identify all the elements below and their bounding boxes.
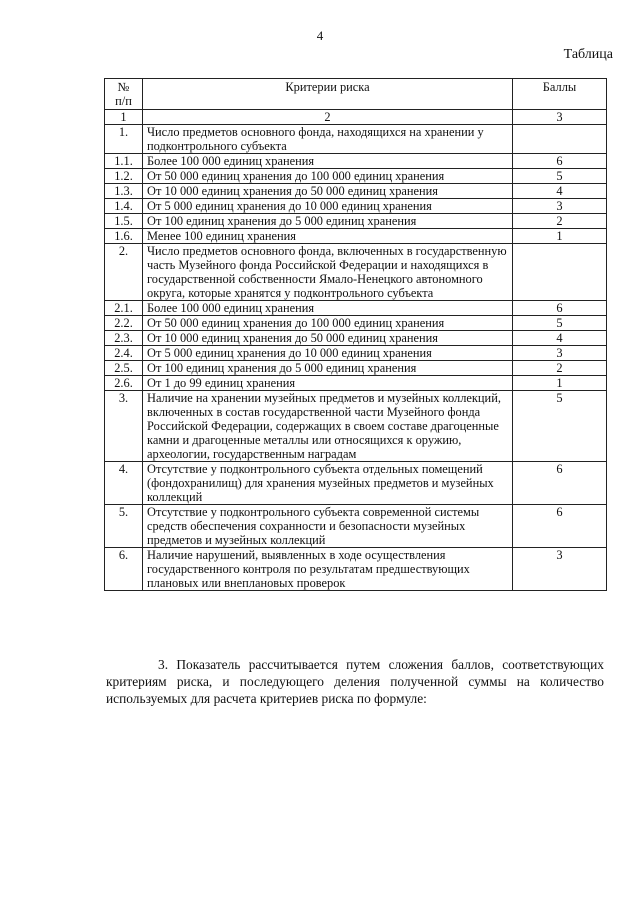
row-points: 6 — [513, 505, 607, 548]
risk-criteria-table — [104, 78, 607, 591]
row-criteria: Отсутствие у подконтрольного субъекта современной системы средств обеспечения сохранности и безопасности музейных предметов и музейных коллекций — [143, 505, 513, 548]
row-criteria: Более 100 000 единиц хранения — [143, 154, 513, 169]
row-points: 5 — [513, 316, 607, 331]
table-row — [105, 244, 607, 301]
table-row — [105, 214, 607, 229]
page-number: 4 — [316, 28, 324, 43]
row-points: 1 — [513, 229, 607, 244]
row-points: 4 — [513, 184, 607, 199]
table-row — [105, 376, 607, 391]
table-row — [105, 169, 607, 184]
row-criteria: От 5 000 единиц хранения до 10 000 единиц хранения — [143, 346, 513, 361]
table-row — [105, 548, 607, 591]
row-number: 1.2. — [105, 169, 143, 184]
row-points: 6 — [513, 301, 607, 316]
column-number-3: 3 — [513, 110, 607, 125]
row-points: 3 — [513, 346, 607, 361]
table-row — [105, 331, 607, 346]
row-points — [513, 244, 607, 301]
row-criteria: Наличие нарушений, выявленных в ходе осуществления государственного контроля по результатам предшествующих плановых или внеплановых проверок — [143, 548, 513, 591]
row-criteria: От 1 до 99 единиц хранения — [143, 376, 513, 391]
table-row — [105, 361, 607, 376]
row-criteria: От 10 000 единиц хранения до 50 000 единиц хранения — [143, 331, 513, 346]
row-criteria: Более 100 000 единиц хранения — [143, 301, 513, 316]
row-number: 2.5. — [105, 361, 143, 376]
row-number: 1.4. — [105, 199, 143, 214]
row-points: 5 — [513, 391, 607, 462]
row-number: 1. — [105, 125, 143, 154]
table-body — [105, 125, 607, 591]
row-number: 5. — [105, 505, 143, 548]
table-row — [105, 229, 607, 244]
row-criteria: От 100 единиц хранения до 5 000 единиц хранения — [143, 361, 513, 376]
row-criteria: Число предметов основного фонда, находящихся на хранении у подконтрольного субъекта — [143, 125, 513, 154]
table-row — [105, 391, 607, 462]
row-number: 2.3. — [105, 331, 143, 346]
closing-paragraph: 3. Показатель рассчитывается путем сложения баллов, соответствующих критериям риска, и последующего деления полученной суммы на количество используемых для расчета критериев риска по формуле: — [106, 657, 604, 706]
row-criteria: Отсутствие у подконтрольного субъекта отдельных помещений (фондохранилищ) для хранения музейных предметов и музейных коллекций — [143, 462, 513, 505]
row-criteria: Наличие на хранении музейных предметов и музейных коллекций, включенных в состав государственной части Музейного фонда Российской Федерации, содержащих в своем составе драгоценные камни и драгоценные металлы или относящихся к оружию, археологии, государственным наградам — [143, 391, 513, 462]
row-points — [513, 125, 607, 154]
row-number: 2.1. — [105, 301, 143, 316]
row-number: 4. — [105, 462, 143, 505]
row-number: 2.2. — [105, 316, 143, 331]
table-row — [105, 346, 607, 361]
row-points: 6 — [513, 462, 607, 505]
table-row — [105, 184, 607, 199]
table-caption: Таблица — [563, 47, 613, 62]
header-number: № п/п — [105, 79, 143, 110]
row-criteria: От 50 000 единиц хранения до 100 000 единиц хранения — [143, 316, 513, 331]
table-row — [105, 125, 607, 154]
row-criteria: Число предметов основного фонда, включенных в государственную часть Музейного фонда Российской Федерации и находящихся в государственной собственности Ямало-Ненецкого автономного округа, которые хранятся у подконтрольного субъекта — [143, 244, 513, 301]
header-points: Баллы — [513, 79, 607, 110]
table-row — [105, 316, 607, 331]
header-criteria: Критерии риска — [143, 79, 513, 110]
row-points: 2 — [513, 214, 607, 229]
row-number: 1.6. — [105, 229, 143, 244]
table-row — [105, 505, 607, 548]
column-numbering-row — [105, 110, 607, 125]
row-criteria: От 50 000 единиц хранения до 100 000 единиц хранения — [143, 169, 513, 184]
table-row — [105, 154, 607, 169]
row-number: 1.1. — [105, 154, 143, 169]
table-row — [105, 462, 607, 505]
row-criteria: От 100 единиц хранения до 5 000 единиц хранения — [143, 214, 513, 229]
row-number: 1.5. — [105, 214, 143, 229]
row-points: 4 — [513, 331, 607, 346]
row-points: 3 — [513, 548, 607, 591]
row-number: 6. — [105, 548, 143, 591]
column-number-1: 1 — [105, 110, 143, 125]
table-row — [105, 301, 607, 316]
row-number: 3. — [105, 391, 143, 462]
row-points: 2 — [513, 361, 607, 376]
column-number-2: 2 — [143, 110, 513, 125]
row-criteria: От 10 000 единиц хранения до 50 000 единиц хранения — [143, 184, 513, 199]
row-number: 2.4. — [105, 346, 143, 361]
table-row — [105, 199, 607, 214]
row-number: 2.6. — [105, 376, 143, 391]
row-number: 2. — [105, 244, 143, 301]
table-header-row — [105, 79, 607, 110]
row-points: 1 — [513, 376, 607, 391]
row-points: 3 — [513, 199, 607, 214]
row-number: 1.3. — [105, 184, 143, 199]
row-points: 6 — [513, 154, 607, 169]
row-criteria: От 5 000 единиц хранения до 10 000 единиц хранения — [143, 199, 513, 214]
row-points: 5 — [513, 169, 607, 184]
row-criteria: Менее 100 единиц хранения — [143, 229, 513, 244]
